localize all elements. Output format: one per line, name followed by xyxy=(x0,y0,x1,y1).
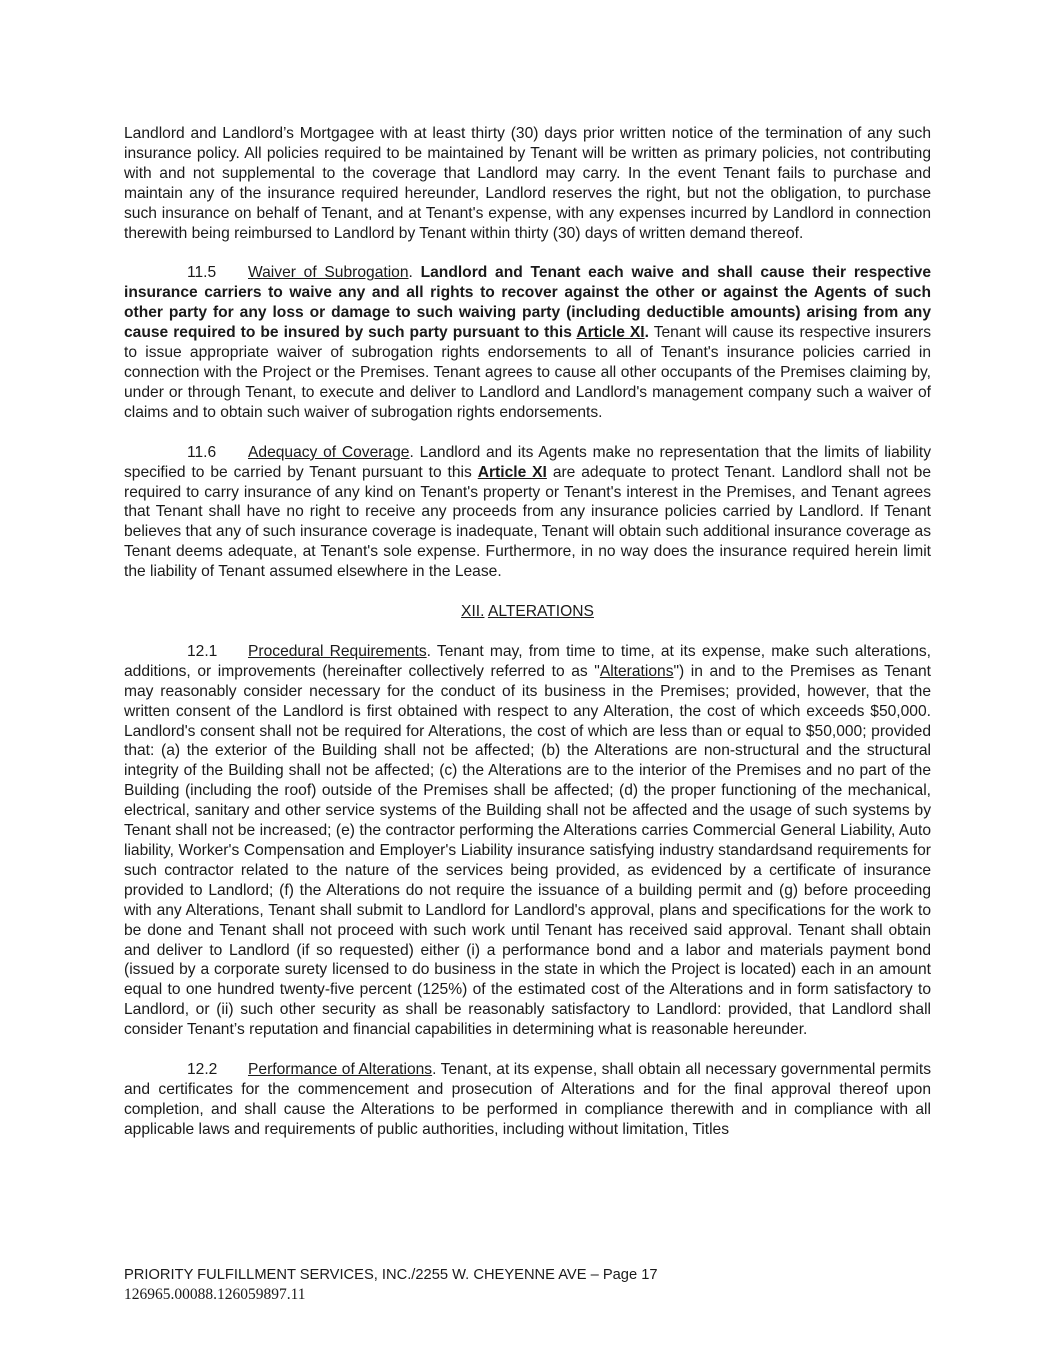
section-number: 12.1 xyxy=(187,642,218,660)
article-numeral: XII. xyxy=(461,603,485,621)
section-title: Waiver of Subrogation xyxy=(248,264,409,282)
section-text-after: are adequate to protect Tenant. Landlord shall not be required to carry insurance of any kind on Tenant's property or Tenant's interest in the Premises, and Tenant agrees that Tenant shall have no right to receive any proceeds from any insurance policies carried by Landlord. If Tenant believes that any of such insurance coverage is inadequate, Tenant will obtain such additional insurance coverage as Tenant deems adequate, at Tenant's sole expense. Furthermore, in no way does the insurance required herein limit the liability of Tenant assumed elsewhere in the Lease. xyxy=(124,463,932,581)
footer-doc-id: 126965.00088.126059897.11 xyxy=(124,1286,306,1303)
section-text-after: ") in and to the Premises as Tenant may reasonably consider necessary for the conduct of its business in the Premises; provided, however, that the written consent of the Landlord is first obtained with respect to any Alteration, the cost of which exceeds $50,000. Landlord's consent shall not be required for Alterations, the cost of which are less than or equal to $50,000; provided that: (a) the exterior of the Building shall not be affected; (b) the Alterations are non-structural and the structural integrity of the Building shall not be affected; (c) the Alterations are to the interior of the Premises and no part of the Building (including the roof) outside of the Premises shall be affected; (d) the proper functioning of the mechanical, electrical, sanitary and other service systems of the Building shall not be affected and the usage of such systems by Tenant shall not be increased; (e) the contractor performing the Alterations carries Commercial General Liability, Auto liability, Worker's Compensation and Employer's Liability insurance satisfying industry standardsand requirements for such contractor related to the nature of the services being provided, as evidenced by a certificate of insurance provided to Landlord; (f) the Alterations do not require the issuance of a building permit and (g) before proceeding with any Alterations, Tenant shall submit to Landlord for Landlord's approval, plans and specifications for the work to be done and Tenant shall not proceed with such work until Tenant has received said approval. Tenant shall obtain and deliver to Landlord (if so requested) either (i) a performance bond and a labor and materials payment bond (issued by a corporate surety licensed to do business in the state in which the Project is located) each in an amount equal to one hundred twenty-five percent (125%) of the estimated cost of the Alterations and in form satisfactory to Landlord, or (ii) such other security as shall be reasonably satisfactory to Landlord: provided, that Landlord shall consider Tenant’s reputation and financial capabilities in determining what is reasonable hereunder. xyxy=(124,662,932,1039)
continuation-text: Landlord and Landlord’s Mortgagee with at least thirty (30) days prior written notice of the termination of any such insurance policy. All policies required to be maintained by Tenant will be written as primary policies, not contributing with and not supplemental to the coverage that Landlord may carry. In the event Tenant fails to purchase and maintain any of the insurance required hereunder, Landlord reserves the right, but not the obligation, to purchase such insurance on behalf of Tenant, and at Tenant's expense, with any expenses incurred by Landlord in connection therewith being reimbursed to Landlord by Tenant within thirty (30) days of written demand thereof. xyxy=(124,125,931,242)
section-text-before: . Landlord and its Agents make no representation that the limits of liability specified to be carried by Tenant pursuant to this xyxy=(124,443,932,481)
paragraph-continuation xyxy=(124,124,931,243)
section-text-before: . Tenant may, from time to time, at its expense, make such alterations, additions, or improvements (hereinafter collectively referred to as " xyxy=(124,642,931,680)
section-12-1 xyxy=(124,642,931,1040)
section-text: . Tenant, at its expense, shall obtain all necessary governmental permits and certificates for the commencement and prosecution of Alterations and for the final approval thereof upon completion, and shall cause the Alterations to be performed in compliance therewith and in compliance with all applicable laws and requirements of public authorities, including without limitation, Titles xyxy=(124,1061,931,1138)
page-footer xyxy=(124,1266,931,1304)
section-title: Adequacy of Coverage xyxy=(248,443,410,461)
section-number: 12.2 xyxy=(187,1061,218,1079)
section-11-6 xyxy=(124,443,931,582)
article-heading xyxy=(124,602,931,622)
section-title: Procedural Requirements xyxy=(248,642,427,660)
section-text: Tenant will cause its respective insurers to issue appropriate waiver of subrogation rights endorsements to all of Tenant's insurance policies carried in connection with the Project or the Premises. Tenant agrees to cause all other occupants of the Premises claiming by, under or through Tenant, to execute and deliver to Landlord and Landlord's management company such a waiver of claims and to obtain such waiver of subrogation rights endorsements. xyxy=(124,324,931,421)
bold-waiver-text: Landlord and Tenant each waive and shall cause their respective insurance carriers to waive any and all rights to recover against the other or against the Agents of such other party for any loss or damage to such waiving party (including deductible amounts) arising from any cause required to be insured by such party pursuant to this xyxy=(124,264,932,342)
article-reference: Article XI xyxy=(576,324,645,342)
defined-term: Alterations xyxy=(599,662,674,680)
document-body xyxy=(124,124,931,1160)
section-number: 11.5 xyxy=(187,264,217,282)
section-11-5 xyxy=(124,263,931,422)
section-number: 11.6 xyxy=(187,443,217,461)
article-reference: Article XI xyxy=(477,463,547,481)
section-12-2 xyxy=(124,1060,931,1140)
article-title: ALTERATIONS xyxy=(487,603,594,621)
section-title: Performance of Alterations xyxy=(248,1061,433,1079)
footer-title: PRIORITY FULFILLMENT SERVICES, INC./2255 W. CHEYENNE AVE – Page 17 xyxy=(124,1267,658,1283)
bold-period: . xyxy=(644,324,649,342)
title-punctuation: . xyxy=(408,264,421,282)
